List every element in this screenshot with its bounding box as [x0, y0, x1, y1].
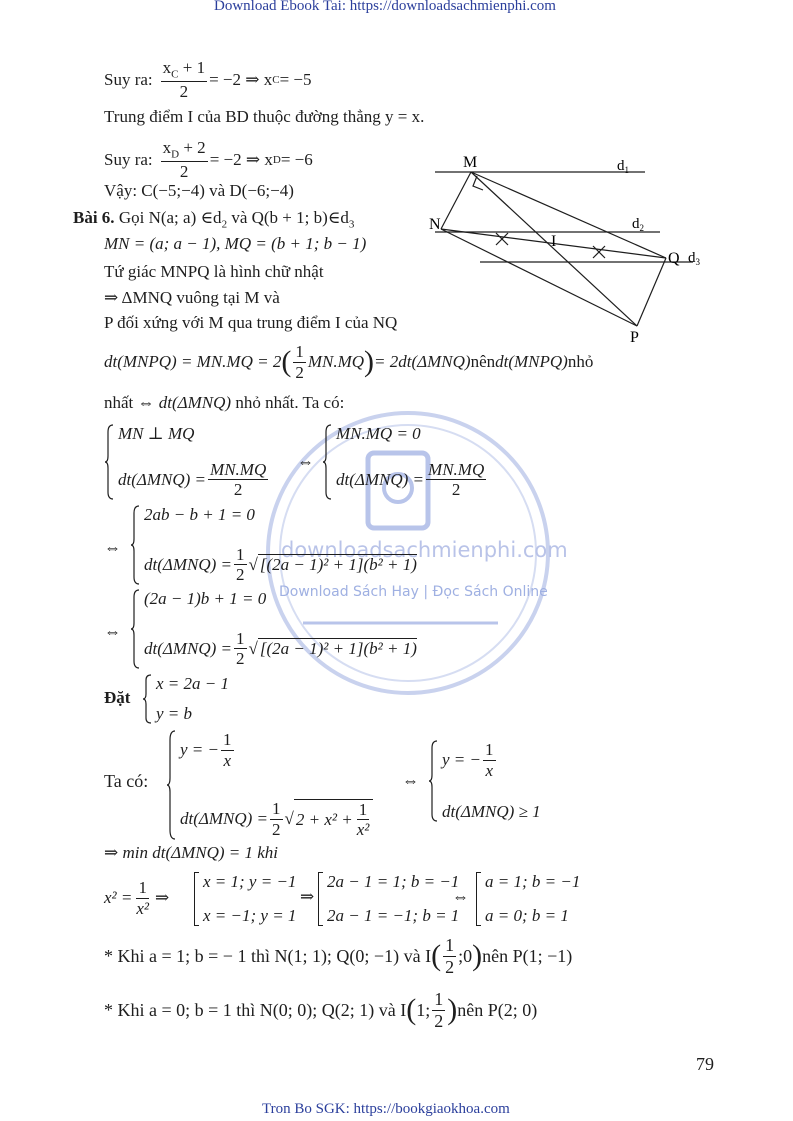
line-case-2: * Khi a = 0; b = 1 thì N(0; 0); Q(2; 1) và I ( 1; $\frac{1}{2}$ ) nên P(2; 0): [104, 988, 538, 1031]
vector-line: MN = (a; a − 1), MQ = (b + 1; b − 1): [104, 234, 367, 253]
bai-6-heading: Bài 6. Gọi N(a; a) $\in d_2$ và Q(b + 1; $b)\in d_3$: [73, 208, 355, 231]
iff-1: ⇔: [297, 452, 314, 471]
cases-xy: x = 1; y = −1 x = −1; y = 1: [194, 872, 296, 926]
watermark-site: downloadsachmienphi.com: [281, 538, 568, 562]
fig-label-n: N: [429, 216, 441, 233]
fig-label-q: Q: [668, 250, 680, 267]
cases-a-b-equations: 2a − 1 = 1; b = −1 2a − 1 = −1; b = 1: [318, 872, 459, 926]
line-vay: Vậy: C(−5;−4) và D(−6;−4): [104, 181, 294, 200]
iff-2: ⇔: [104, 538, 121, 557]
arrow-2: ⇒: [300, 887, 315, 906]
line-trung-diem: Trung điểm I của BD thuộc đường thẳng y = x.: [104, 107, 425, 126]
line-doi-xung: P đối xứng với M qua trung điểm I của NQ: [104, 313, 398, 332]
ta-co-label: Ta có:: [104, 771, 149, 791]
system-area-expanded: 2ab − b + 1 = 0 dt(ΔMNQ) = $\frac{1}{2}$ √ [(2a − 1)² + 1](b² + 1): [130, 505, 417, 585]
iff-5: ⇔: [452, 887, 469, 906]
fig-label-m: M: [463, 154, 478, 171]
geometry-figure: [425, 150, 715, 345]
system-substitution: x = 2a − 1 y = b: [142, 674, 229, 724]
line-suy-ra-xd: Suy ra: $\frac{x_D + 2}{2}$ = −2 ⇒ x D = −6: [104, 138, 313, 182]
line-x-squared: x² = $\frac{1}{\text{x²}}$ ⇒: [104, 877, 170, 918]
system-in-xy: y = − $\frac{1}{x}$ dt(ΔMNQ) = $\frac{1}{2}$ √ 2 + x² + $\frac{1}{\text{x²}}$: [166, 730, 373, 840]
fig-label-d1: $d_1$: [617, 158, 629, 175]
line-vuong-tai-m: ⇒ ΔMNQ vuông tại M và: [104, 288, 280, 307]
fig-label-d3: $d_3$: [688, 250, 700, 267]
page-number: 79: [696, 1054, 714, 1074]
line-tu-giac: Tứ giác MNPQ là hình chữ nhật: [104, 262, 324, 281]
iff-4: ⇔: [402, 771, 419, 790]
line-nho-nhat: nhất ⇔ dt(ΔMNQ) nhỏ nhất. Ta có:: [104, 393, 345, 412]
system-min-bound: y = − $\frac{1}{x}$ dt(ΔMNQ) ≥ 1: [428, 740, 541, 822]
header-download-link[interactable]: Download Ebook Tai: https://downloadsachmienphi.com: [214, 0, 556, 14]
watermark-tagline: Download Sách Hay | Đọc Sách Online: [279, 584, 548, 600]
iff-3: ⇔: [104, 622, 121, 641]
line-suy-ra-xc: Suy ra: $\frac{x_C + 1}{2}$ = −2 ⇒ x C = −5: [104, 58, 312, 102]
footer-sgk-link[interactable]: Tron Bo SGK: https://bookgiaokhoa.com: [262, 1101, 510, 1117]
system-factored: (2a − 1)b + 1 = 0 dt(ΔMNQ) = $\frac{1}{2}$ √ [(2a − 1)² + 1](b² + 1): [130, 589, 417, 669]
line-case-1: * Khi a = 1; b = − 1 thì N(1; 1); Q(0; −1) và I ( $\frac{1}{2}$ ;0 ) nên P(1; −1): [104, 934, 573, 977]
system-perpendicular: MN ⊥ MQ dt(ΔMNQ) = $\frac{MN.MQ}{2}$: [104, 424, 270, 500]
cases-a-b-values: a = 1; b = −1 a = 0; b = 1: [476, 872, 580, 926]
fig-label-d2: $d_2$: [632, 216, 644, 233]
fig-label-i: I: [551, 233, 557, 250]
line-area-mnpq: dt(MNPQ) = MN.MQ = 2 ( $\frac{1}{2}$ MN.MQ ) = 2dt(ΔMNQ) nên dt(MNPQ) nhỏ: [104, 342, 594, 382]
line-min-area: ⇒ min dt(ΔMNQ) = 1 khi: [104, 843, 279, 862]
system-dot-product: MN.MQ = 0 dt(ΔMNQ) = $\frac{MN.MQ}{2}$: [322, 424, 488, 500]
fig-label-p: P: [630, 329, 639, 345]
dat-label: Đặt: [104, 688, 131, 707]
